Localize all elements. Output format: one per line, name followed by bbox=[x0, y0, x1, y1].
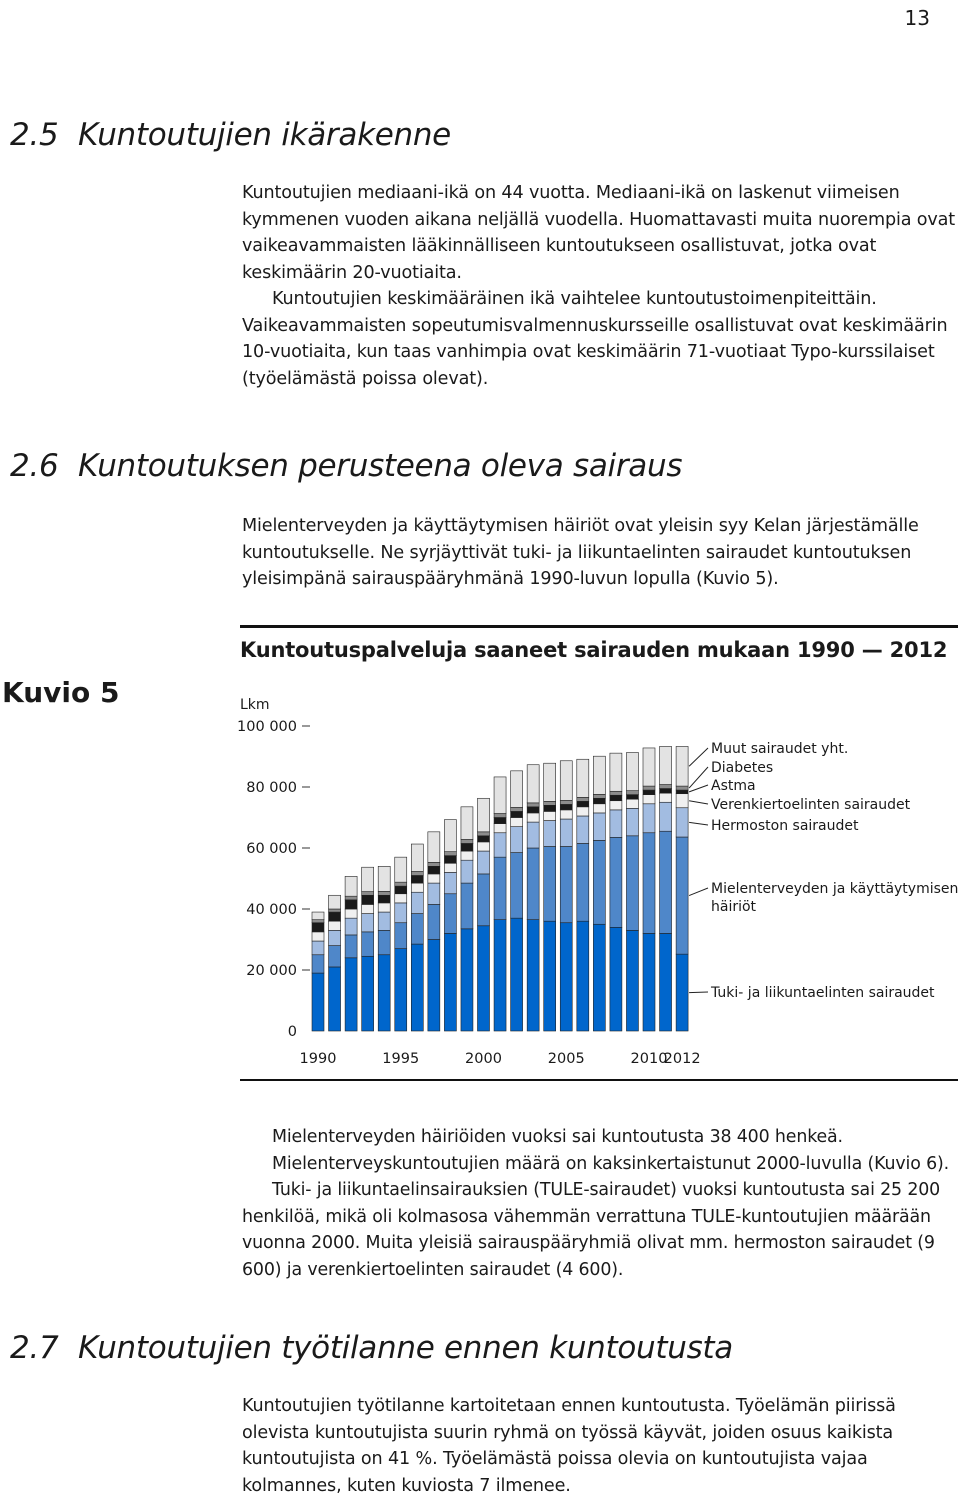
bar-segment-2010-6 bbox=[643, 748, 655, 786]
bar-segment-2003-4 bbox=[527, 807, 539, 813]
section-title: Kuntoutuksen perusteena oleva sairaus bbox=[78, 448, 683, 484]
legend-leader-line bbox=[689, 801, 708, 804]
y-tick-label: 80 000 bbox=[246, 780, 297, 796]
figure-title: Kuntoutuspalveluja saaneet sairauden mukaan 1990 — 2012 bbox=[240, 638, 948, 662]
x-tick-label: 2000 bbox=[465, 1051, 502, 1067]
bar-segment-1991-4 bbox=[329, 912, 341, 921]
paragraph: Mielenterveyden ja käyttäytymisen häiriöt ovat yleisin syy Kelan järjestämälle kuntoutukselle. Ne syrjäyttivät tuki- ja liikuntaelinten sairaudet kuntoutuksen yleisimpänä sairauspääryhmänä 1990-luvun lopulla (Kuvio 5). bbox=[242, 516, 919, 589]
bar-segment-2004-2 bbox=[544, 821, 556, 847]
bar-segment-2007-6 bbox=[593, 756, 605, 794]
bar-segment-2007-2 bbox=[593, 813, 605, 840]
bar-segment-1997-6 bbox=[428, 832, 440, 863]
bar-segment-2007-4 bbox=[593, 798, 605, 803]
bar-segment-2008-5 bbox=[610, 791, 622, 795]
bar-segment-1999-0 bbox=[461, 929, 473, 1031]
bar-segment-1991-0 bbox=[329, 967, 341, 1031]
bar-segment-2012-1 bbox=[676, 837, 688, 954]
bar-segment-2011-2 bbox=[660, 802, 672, 831]
bar-segment-1998-6 bbox=[444, 820, 456, 852]
bar-segment-2005-4 bbox=[560, 804, 572, 809]
bar-segment-2008-2 bbox=[610, 810, 622, 837]
bar-segment-1993-4 bbox=[362, 895, 374, 904]
bar-segment-2002-2 bbox=[511, 827, 523, 853]
bar-segment-2001-4 bbox=[494, 818, 506, 824]
legend-label: Tuki- ja liikuntaelinten sairaudet bbox=[711, 985, 935, 1001]
paragraph bbox=[242, 1177, 958, 1283]
bar-segment-2008-0 bbox=[610, 927, 622, 1031]
bar-segment-1998-5 bbox=[444, 852, 456, 856]
bar-segment-1992-5 bbox=[345, 896, 357, 900]
bar-segment-1991-2 bbox=[329, 930, 341, 945]
bar-segment-1996-0 bbox=[411, 944, 423, 1031]
bar-segment-1991-5 bbox=[329, 909, 341, 912]
bar-segment-1990-0 bbox=[312, 973, 324, 1031]
bar-segment-1998-1 bbox=[444, 894, 456, 934]
bar-segment-2002-3 bbox=[511, 818, 523, 827]
legend-label: Hermoston sairaudet bbox=[711, 818, 859, 834]
bar-segment-2012-3 bbox=[676, 794, 688, 808]
bar-segment-2012-2 bbox=[676, 808, 688, 837]
paragraph: Kuntoutujien mediaani-ikä on 44 vuotta. Mediaani-ikä on laskenut viimeisen kymmenen vuoden aikana neljällä vuodella. Huomattavasti muita nuorempia ovat vaikeavammaisten lääkinnälliseen kuntoutukseen osallistuvat, jotka ovat keskimäärin 20-vuotiaita. bbox=[242, 183, 956, 283]
bar-segment-2011-3 bbox=[660, 793, 672, 802]
bar-segment-1998-4 bbox=[444, 856, 456, 864]
bar-segment-2003-3 bbox=[527, 813, 539, 822]
bar-segment-1991-1 bbox=[329, 946, 341, 967]
bar-segment-1990-4 bbox=[312, 923, 324, 932]
bar-segment-2003-2 bbox=[527, 822, 539, 848]
bar-segment-2002-6 bbox=[511, 771, 523, 808]
bar-segment-2004-6 bbox=[544, 763, 556, 801]
bar-segment-1997-2 bbox=[428, 883, 440, 904]
bar-segment-2009-5 bbox=[626, 791, 638, 795]
section-number: 2.7 bbox=[10, 1330, 59, 1366]
bar-segment-1998-0 bbox=[444, 933, 456, 1031]
legend-leader-line bbox=[689, 822, 708, 825]
bar-segment-1995-5 bbox=[395, 882, 407, 886]
bar-segment-2007-3 bbox=[593, 804, 605, 813]
bar-segment-1992-1 bbox=[345, 935, 357, 958]
bar-segment-1997-4 bbox=[428, 866, 440, 874]
y-tick-label: 60 000 bbox=[246, 841, 297, 857]
bar-segment-2010-3 bbox=[643, 795, 655, 804]
y-tick-label: 0 bbox=[287, 1024, 297, 1040]
bar-segment-1994-6 bbox=[378, 866, 390, 891]
section-title: Kuntoutujien työtilanne ennen kuntoutusta bbox=[78, 1330, 733, 1366]
bar-segment-1999-3 bbox=[461, 851, 473, 860]
paragraph: Mielenterveyden häiriöiden vuoksi sai kuntoutusta 38 400 henkeä. Mielenterveyskuntoutujien määrä on kaksinkertaistunut 2000-luvulla (Kuvio 6). bbox=[272, 1127, 950, 1174]
bar-segment-2004-4 bbox=[544, 805, 556, 811]
bar-segment-2012-5 bbox=[676, 786, 688, 790]
bar-segment-2001-0 bbox=[494, 920, 506, 1031]
bar-segment-1995-2 bbox=[395, 903, 407, 923]
bar-segment-1995-3 bbox=[395, 894, 407, 903]
bar-segment-1999-5 bbox=[461, 839, 473, 843]
bar-segment-1995-0 bbox=[395, 949, 407, 1031]
bar-segment-2000-5 bbox=[478, 832, 490, 836]
section-number: 2.5 bbox=[10, 117, 59, 153]
bar-segment-1994-1 bbox=[378, 930, 390, 954]
x-tick-label: 2005 bbox=[547, 1051, 585, 1067]
bar-segment-2009-3 bbox=[626, 799, 638, 808]
bar-segment-2006-3 bbox=[577, 807, 589, 816]
bar-segment-2004-3 bbox=[544, 811, 556, 820]
bar-segment-1995-4 bbox=[395, 886, 407, 894]
bar-segment-1992-0 bbox=[345, 958, 357, 1031]
bar-segment-2007-0 bbox=[593, 924, 605, 1031]
legend-label: Diabetes bbox=[711, 760, 774, 776]
x-tick-label: 2010 bbox=[630, 1051, 668, 1067]
bar-segment-2003-1 bbox=[527, 848, 539, 920]
bar-segment-2005-0 bbox=[560, 923, 572, 1031]
bar-segment-2001-2 bbox=[494, 833, 506, 857]
bar-segment-1997-1 bbox=[428, 904, 440, 939]
bar-segment-1996-4 bbox=[411, 875, 423, 883]
bar-segment-1990-5 bbox=[312, 920, 324, 923]
bar-segment-2006-5 bbox=[577, 797, 589, 801]
legend-label: Mielenterveyden ja käyttäytymisen häiriöt bbox=[711, 881, 959, 915]
bar-segment-1999-6 bbox=[461, 807, 473, 840]
bar-segment-2009-2 bbox=[626, 808, 638, 835]
page-number: 13 bbox=[904, 6, 930, 30]
bar-segment-2006-4 bbox=[577, 801, 589, 806]
bar-segment-2002-1 bbox=[511, 853, 523, 919]
bar-segment-2007-1 bbox=[593, 840, 605, 924]
bar-segment-2002-0 bbox=[511, 918, 523, 1031]
bar-segment-2010-1 bbox=[643, 833, 655, 934]
bar-segment-2011-0 bbox=[660, 933, 672, 1031]
bar-segment-2012-6 bbox=[676, 746, 688, 786]
bar-segment-1993-0 bbox=[362, 956, 374, 1031]
bar-segment-2000-3 bbox=[478, 842, 490, 851]
legend-leader-line bbox=[689, 785, 708, 792]
bar-segment-2010-5 bbox=[643, 786, 655, 790]
section-heading-2-7 bbox=[10, 1330, 733, 1366]
bar-segment-2008-3 bbox=[610, 801, 622, 810]
bar-segment-1997-0 bbox=[428, 940, 440, 1032]
bar-segment-1992-2 bbox=[345, 918, 357, 935]
bar-segment-2000-4 bbox=[478, 836, 490, 842]
bar-segment-1994-4 bbox=[378, 895, 390, 903]
bar-segment-1991-3 bbox=[329, 921, 341, 930]
y-axis-label: Lkm bbox=[240, 697, 270, 713]
bar-segment-2008-6 bbox=[610, 753, 622, 791]
bar-segment-2003-5 bbox=[527, 803, 539, 807]
bar-segment-1990-2 bbox=[312, 941, 324, 955]
bar-segment-2004-1 bbox=[544, 846, 556, 921]
y-tick-label: 20 000 bbox=[246, 963, 297, 979]
bar-segment-2008-4 bbox=[610, 795, 622, 800]
section-number: 2.6 bbox=[10, 448, 59, 484]
bar-segment-2001-3 bbox=[494, 824, 506, 833]
bar-segment-1994-5 bbox=[378, 891, 390, 895]
bar-segment-1996-2 bbox=[411, 892, 423, 913]
bar-segment-2011-4 bbox=[660, 789, 672, 794]
bar-segment-1998-3 bbox=[444, 863, 456, 872]
paragraph: Kuntoutujien työtilanne kartoitetaan ennen kuntoutusta. Työelämän piirissä olevista kuntoutujista suurin ryhmä on työssä käyvät, joiden osuus kaikista kuntoutujista on 41 %. Työelämästä poissa olevia on kuntoutujista vajaa kolmannes, kuten kuviosta 7 ilmenee. bbox=[242, 1396, 896, 1496]
legend-label: Verenkiertoelinten sairaudet bbox=[711, 797, 911, 813]
bar-segment-2003-6 bbox=[527, 765, 539, 803]
bar-segment-2004-0 bbox=[544, 921, 556, 1031]
bar-segment-2005-1 bbox=[560, 846, 572, 922]
bar-segment-2005-2 bbox=[560, 819, 572, 846]
bar-segment-2000-2 bbox=[478, 851, 490, 874]
bar-segment-1999-1 bbox=[461, 883, 473, 929]
bar-segment-1996-1 bbox=[411, 914, 423, 945]
bar-segment-2002-5 bbox=[511, 807, 523, 811]
bar-segment-1992-3 bbox=[345, 909, 357, 918]
bar-segment-2007-5 bbox=[593, 794, 605, 798]
bar-segment-1996-3 bbox=[411, 883, 423, 892]
bar-segment-1997-5 bbox=[428, 862, 440, 866]
bar-segment-2011-1 bbox=[660, 831, 672, 933]
bar-segment-2009-4 bbox=[626, 795, 638, 800]
bar-segment-2006-1 bbox=[577, 843, 589, 921]
x-tick-label: 1995 bbox=[382, 1051, 420, 1067]
bar-segment-2009-6 bbox=[626, 753, 638, 791]
bar-segment-2012-4 bbox=[676, 790, 688, 794]
bar-segment-1993-6 bbox=[362, 867, 374, 891]
bar-segment-2008-1 bbox=[610, 837, 622, 927]
bar-segment-1992-4 bbox=[345, 900, 357, 909]
bar-segment-1998-2 bbox=[444, 872, 456, 893]
bar-segment-2003-0 bbox=[527, 920, 539, 1031]
figure-bottom-rule bbox=[240, 1079, 958, 1081]
x-tick-label: 1990 bbox=[299, 1051, 337, 1067]
bar-segment-2000-6 bbox=[478, 798, 490, 832]
bar-segment-2011-5 bbox=[660, 785, 672, 789]
bar-segment-2004-5 bbox=[544, 801, 556, 805]
bar-segment-2001-1 bbox=[494, 857, 506, 920]
bar-segment-2000-1 bbox=[478, 874, 490, 926]
legend-leader-line bbox=[689, 888, 708, 896]
bar-segment-1990-6 bbox=[312, 912, 324, 920]
bar-segment-2005-3 bbox=[560, 810, 572, 819]
bar-segment-2012-0 bbox=[676, 954, 688, 1031]
bar-segment-2009-0 bbox=[626, 930, 638, 1031]
section-title: Kuntoutujien ikärakenne bbox=[78, 117, 451, 153]
figure-label: Kuvio 5 bbox=[2, 676, 120, 709]
bar-segment-1993-3 bbox=[362, 904, 374, 913]
bar-segment-2000-0 bbox=[478, 926, 490, 1031]
x-tick-label: 2012 bbox=[663, 1051, 701, 1067]
bar-segment-1991-6 bbox=[329, 895, 341, 909]
bar-segment-1994-2 bbox=[378, 912, 390, 930]
bar-segment-2001-5 bbox=[494, 814, 506, 818]
bar-segment-2010-2 bbox=[643, 804, 655, 833]
bar-segment-1995-1 bbox=[395, 923, 407, 949]
bar-segment-1993-1 bbox=[362, 932, 374, 956]
bar-segment-1990-1 bbox=[312, 955, 324, 973]
bar-segment-2005-5 bbox=[560, 800, 572, 804]
bar-segment-1994-0 bbox=[378, 955, 390, 1031]
y-tick-label: 100 000 bbox=[237, 719, 297, 735]
bar-segment-2005-6 bbox=[560, 761, 572, 801]
bar-segment-1995-6 bbox=[395, 857, 407, 882]
legend-leader-line bbox=[689, 748, 708, 766]
bar-segment-1993-5 bbox=[362, 892, 374, 896]
y-tick-label: 40 000 bbox=[246, 902, 297, 918]
bar-segment-1996-5 bbox=[411, 871, 423, 875]
paragraph-text: Tuki- ja liikuntaelinsairauksien (TULE-sairaudet) vuoksi kuntoutusta sai 25 200 henkilöä, mikä oli kolmasosa vähemmän verrattuna TULE-kuntoutujien määrään vuonna 2000. Muita yleisiä sairauspääryhmiä olivat mm. hermoston sairaudet (9 600) ja verenkiertoelinten sairaudet (4 600). bbox=[242, 1180, 941, 1280]
bar-segment-1999-2 bbox=[461, 860, 473, 883]
bar-segment-2006-2 bbox=[577, 816, 589, 843]
bar-segment-1993-2 bbox=[362, 914, 374, 932]
bar-segment-2002-4 bbox=[511, 811, 523, 817]
bar-segment-2009-1 bbox=[626, 836, 638, 931]
bar-segment-2006-0 bbox=[577, 921, 589, 1031]
bar-segment-1996-6 bbox=[411, 844, 423, 871]
bar-segment-1992-6 bbox=[345, 876, 357, 896]
legend-label: Muut sairaudet yht. bbox=[711, 741, 849, 757]
bar-segment-2011-6 bbox=[660, 746, 672, 784]
bar-segment-2010-0 bbox=[643, 933, 655, 1031]
bar-segment-2001-6 bbox=[494, 777, 506, 814]
bar-segment-1997-3 bbox=[428, 874, 440, 883]
legend-label: Astma bbox=[711, 778, 756, 794]
bar-segment-2006-6 bbox=[577, 759, 589, 797]
bar-segment-2010-4 bbox=[643, 790, 655, 795]
legend-leader-line bbox=[689, 992, 708, 993]
legend-leader-line bbox=[689, 767, 708, 788]
bar-segment-1990-3 bbox=[312, 932, 324, 941]
bar-segment-1994-3 bbox=[378, 903, 390, 912]
bar-segment-1999-4 bbox=[461, 843, 473, 851]
paragraph-text: Kuntoutujien keskimääräinen ikä vaihtelee kuntoutustoimenpiteittäin. Vaikeavammaisten sopeutumisvalmennuskursseille osallistuvat ovat keskimäärin 10-vuotiaita, kun taas vanhimpia ovat keskimäärin 71-vuotiaat Typo-kurssilaiset (työelämästä poissa olevat). bbox=[242, 289, 948, 389]
